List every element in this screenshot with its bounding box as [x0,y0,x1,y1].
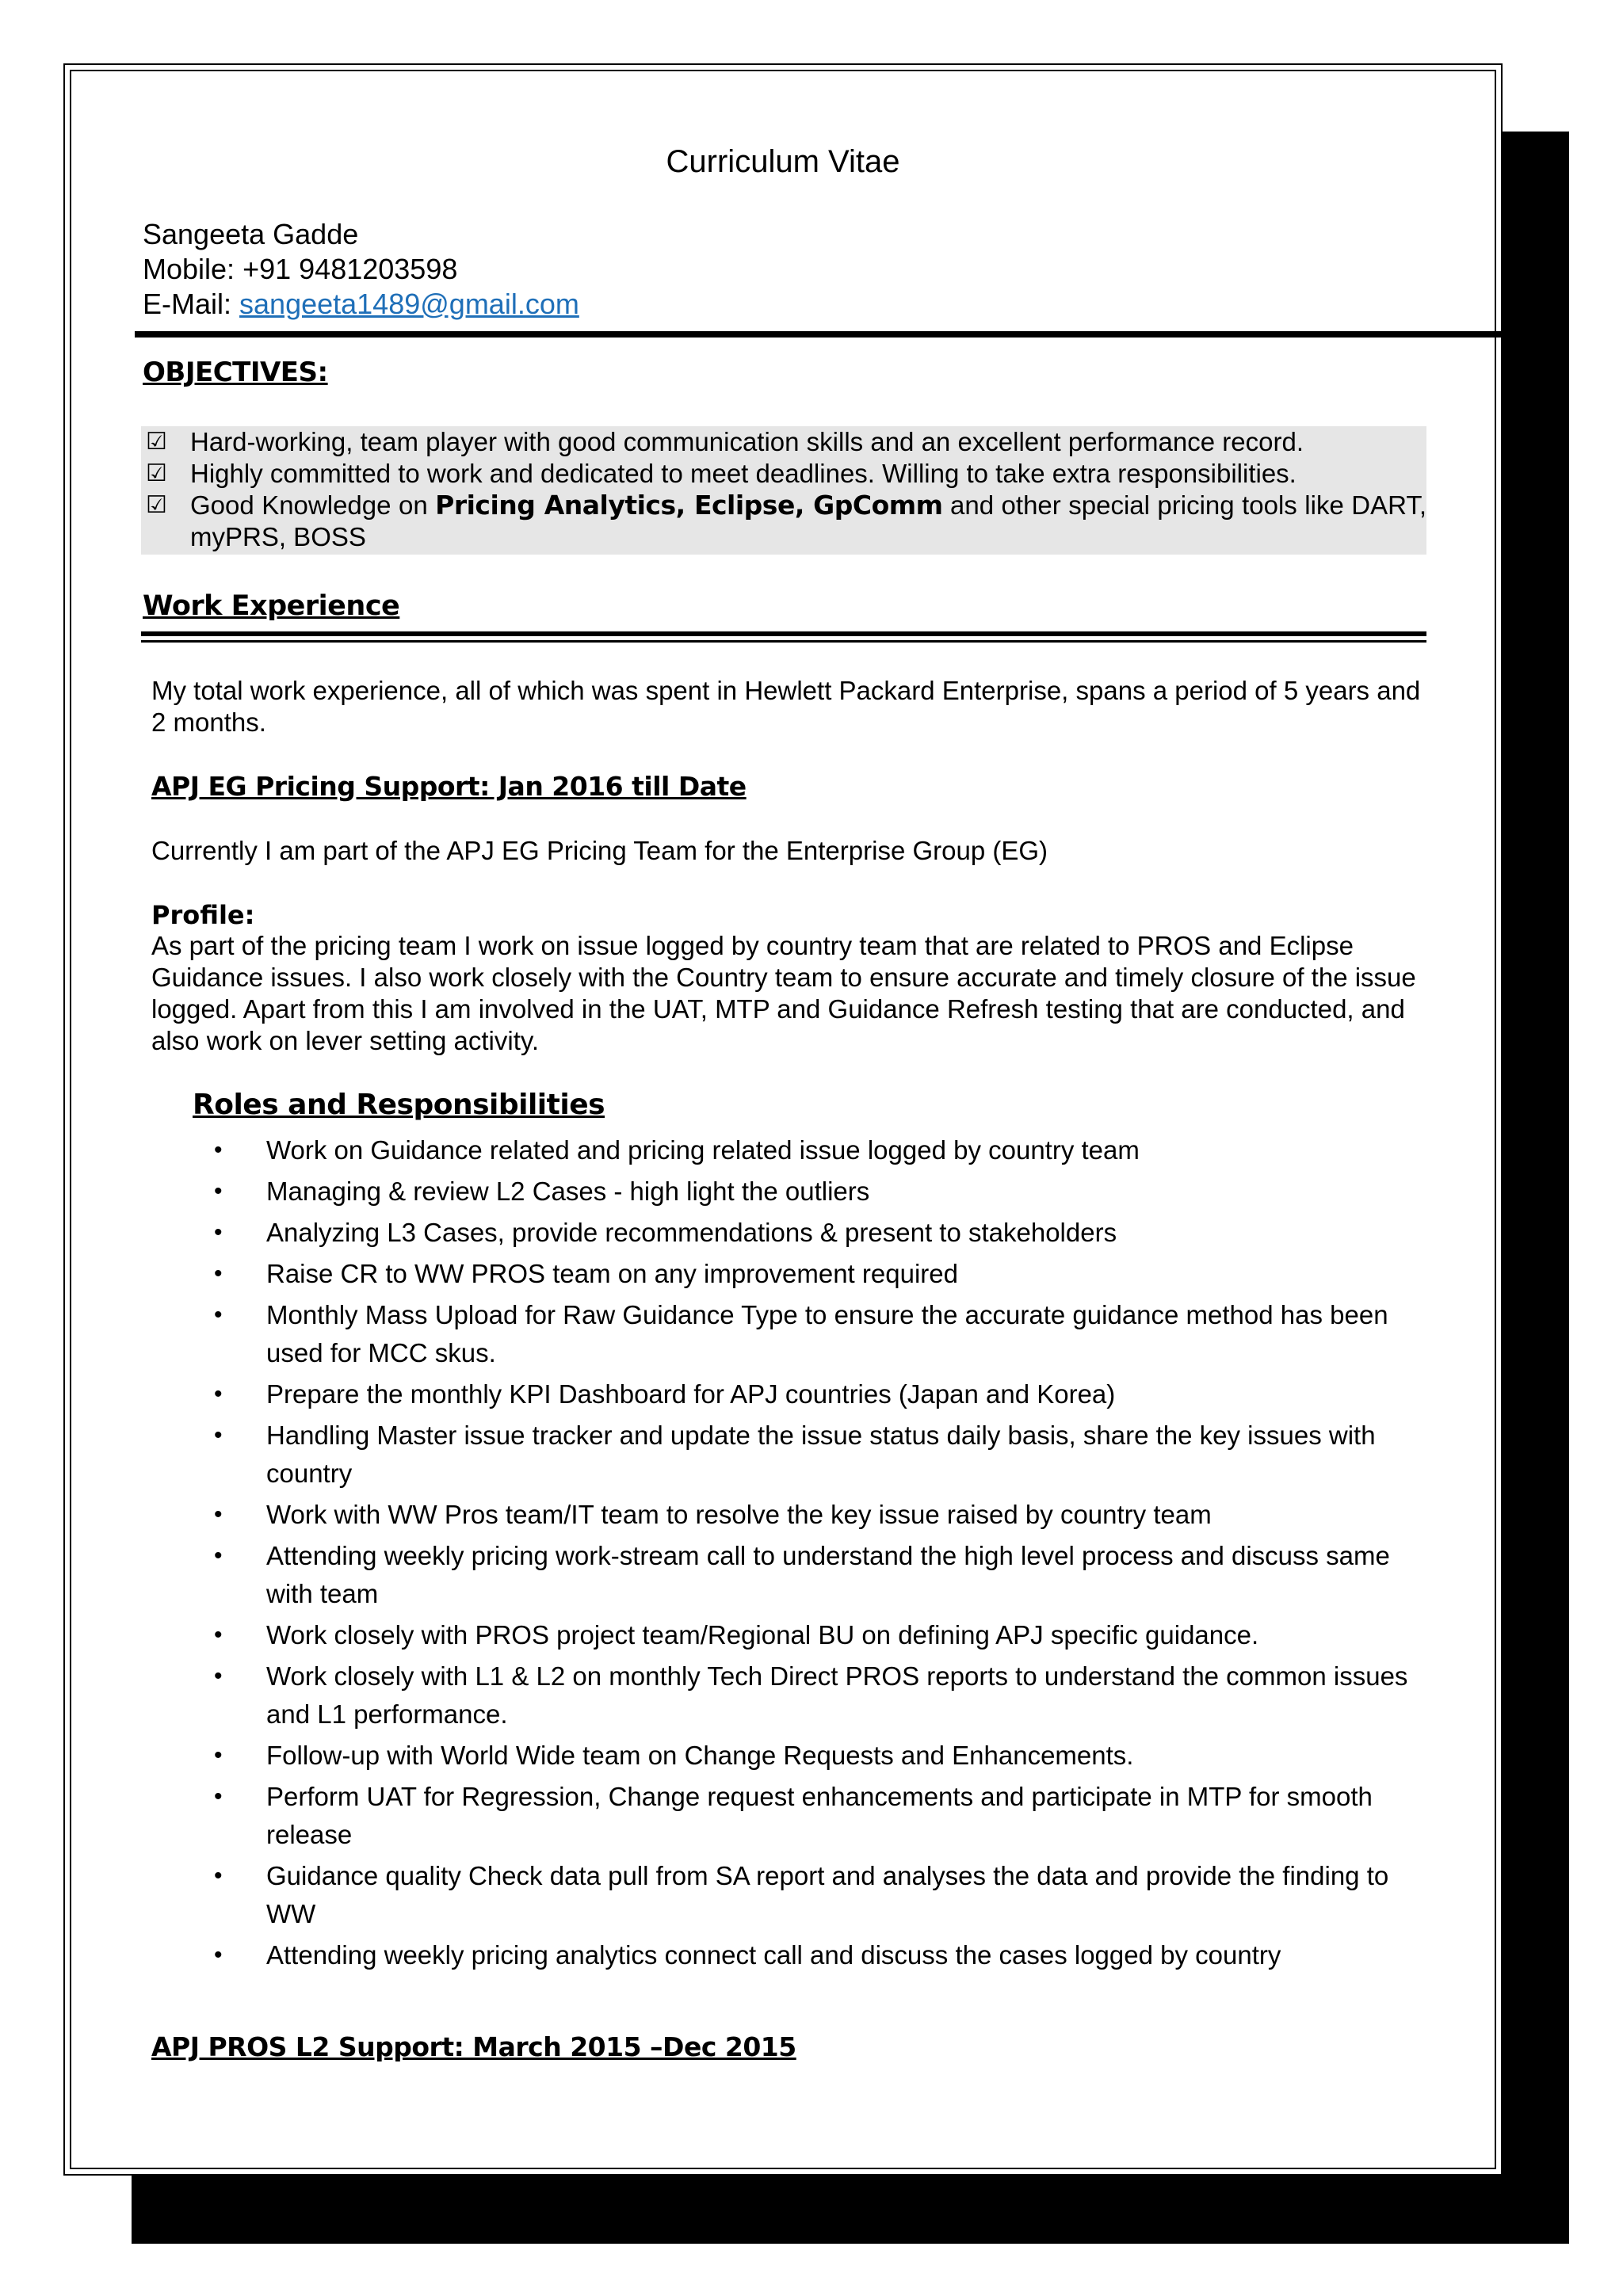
objective-suffix: and other special pricing tools like DART, myPRS, BOSS [190,490,1427,551]
role-item [208,1778,1428,1854]
profile-text: As part of the pricing team I work on issue logged by country team that are related to PROS and Eclipse Guidance issues. I also work closely with the Country team to ensure accurate and timely closure of the issue logged. Apart from this I am involved in the UAT, MTP and Guidance Refresh testing that are conducted, and also work on lever setting activity. [151,931,1416,1055]
role-text: Follow-up with World Wide team on Change Requests and Enhancements. [266,1741,1134,1770]
objective-text: Highly committed to work and dedicated to meet deadlines. Willing to take extra responsibilities. [190,459,1296,488]
role-text: Prepare the monthly KPI Dashboard for APJ countries (Japan and Korea) [266,1379,1116,1409]
objectives-heading: OBJECTIVES: [143,357,328,388]
bullet-icon: • [214,1543,223,1569]
experience-summary: My total work experience, all of which was spent in Hewlett Packard Enterprise, spans a period of 5 years and 2 months. [151,676,1421,737]
bullet-icon: • [214,1863,223,1889]
role-item [208,1131,1428,1169]
role-text: Work closely with L1 & L2 on monthly Tech Direct PROS reports to understand the common issues and L1 performance. [266,1661,1408,1729]
work-experience-rule-bottom [141,640,1426,643]
bullet-icon: • [214,1261,223,1287]
bullet-icon: • [214,1663,223,1689]
checkbox-icon: ☑ [146,492,167,518]
role-item [208,1173,1428,1211]
role-text: Work on Guidance related and pricing related issue logged by country team [266,1135,1140,1165]
role-item [208,1936,1428,1974]
bullet-icon: • [214,1178,223,1204]
document-title: Curriculum Vitae [666,144,900,179]
job2-title: APJ PROS L2 Support: March 2015 –Dec 2015 [151,2031,796,2062]
job1-title: APJ EG Pricing Support: Jan 2016 till Date [151,771,747,802]
role-item [208,1214,1428,1252]
mobile-number: +91 9481203598 [242,253,458,285]
page-shadow-bottom [132,2175,1569,2244]
mobile-label: Mobile: [143,253,235,285]
roles-heading: Roles and Responsibilities [193,1089,605,1121]
bullet-icon: • [214,1783,223,1810]
checkbox-icon: ☑ [146,460,167,486]
objective-tools-bold: Pricing Analytics, Eclipse, GpComm [435,490,943,521]
objective-text: Hard-working, team player with good communication skills and an excellent performance record. [190,427,1304,456]
role-item [208,1657,1428,1733]
role-text: Handling Master issue tracker and update the issue status daily basis, share the key issues with country [266,1421,1376,1488]
email-label: E-Mail: [143,288,232,320]
checkbox-icon: ☑ [146,429,167,455]
role-item [208,1737,1428,1775]
page-shadow-right [1503,132,1569,2244]
role-text: Work closely with PROS project team/Regional BU on defining APJ specific guidance. [266,1620,1259,1650]
role-text: Attending weekly pricing work-stream call to understand the high level process and discuss same with team [266,1541,1390,1608]
role-text: Managing & review L2 Cases - high light the outliers [266,1177,870,1206]
bullet-icon: • [214,1422,223,1448]
job1-intro: Currently I am part of the APJ EG Pricing Team for the Enterprise Group (EG) [151,836,1048,865]
role-text: Analyzing L3 Cases, provide recommendations & present to stakeholders [266,1218,1117,1247]
bullet-icon: • [214,1501,223,1527]
work-experience-heading: Work Experience [143,590,400,622]
role-item [208,1417,1428,1493]
bullet-icon: • [214,1742,223,1768]
email-line [143,287,579,322]
work-experience-rule-top [141,631,1426,636]
role-text: Guidance quality Check data pull from SA report and analyses the data and provide the finding to WW [266,1861,1389,1928]
candidate-name: Sangeeta Gadde [143,218,359,250]
bullet-icon: • [214,1137,223,1163]
role-text: Work with WW Pros team/IT team to resolve the key issue raised by country team [266,1500,1212,1529]
role-text: Perform UAT for Regression, Change request enhancements and participate in MTP for smooth release [266,1782,1373,1849]
header-divider [135,331,1503,338]
profile-label: Profile: [151,900,255,930]
bullet-icon: • [214,1219,223,1245]
role-item [208,1375,1428,1413]
role-item [208,1296,1428,1372]
role-item [208,1616,1428,1654]
bullet-icon: • [214,1942,223,1968]
role-item [208,1537,1428,1613]
objective-prefix: Good Knowledge on [190,490,428,520]
mobile-line [143,252,457,287]
bullet-icon: • [214,1622,223,1648]
email-link[interactable]: sangeeta1489@gmail.com [239,288,579,320]
role-text: Raise CR to WW PROS team on any improvement required [266,1259,958,1288]
objective-text [190,490,1426,553]
bullet-icon: • [214,1302,223,1328]
bullet-icon: • [214,1381,223,1407]
roles-list [208,1131,1428,1978]
role-item [208,1857,1428,1933]
role-item [208,1255,1428,1293]
role-text: Monthly Mass Upload for Raw Guidance Type to ensure the accurate guidance method has been used for MCC skus. [266,1300,1388,1367]
role-item [208,1496,1428,1534]
role-text: Attending weekly pricing analytics connect call and discuss the cases logged by country [266,1940,1281,1970]
